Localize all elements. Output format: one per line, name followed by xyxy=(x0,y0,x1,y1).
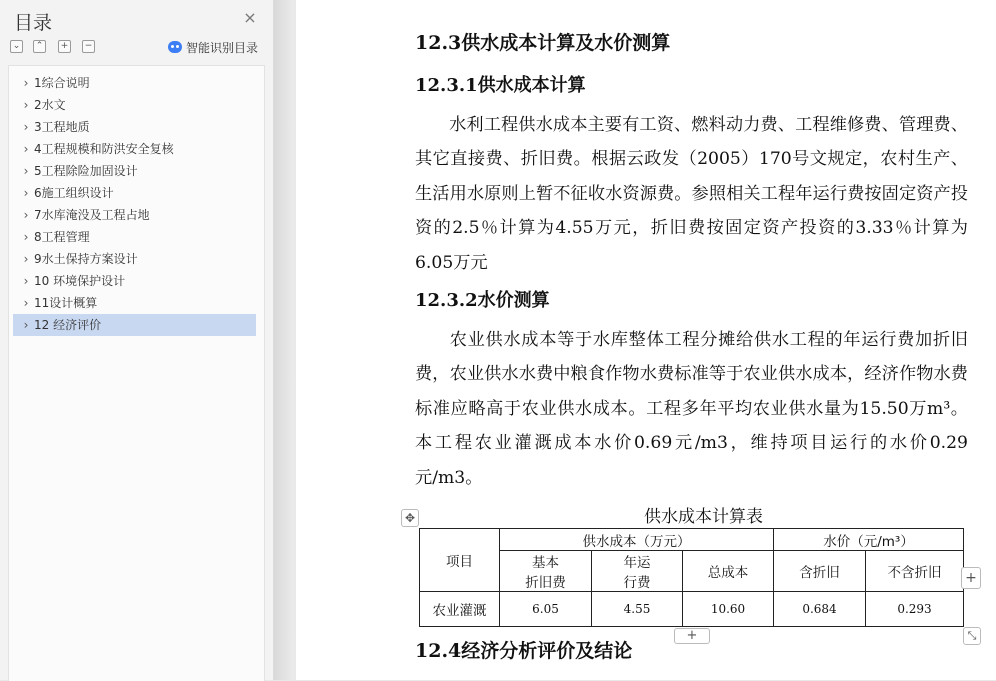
header-depreciation-line2: 折旧费 xyxy=(525,575,566,591)
header-cost-group: 供水成本（万元） xyxy=(500,529,774,551)
chevron-right-icon[interactable]: › xyxy=(23,142,29,156)
chevron-right-icon[interactable]: › xyxy=(23,120,29,134)
paragraph-price-text: 农业供水成本等于水库整体工程分摊给供水工程的年运行费加折旧费，农业供水水费中粮食作物水费标准等于农业供水成本，经济作物水费标准应略高于农业供水成本。工程多年平均农业供水量为15.50万m³。本工程农业灌溉成本水价0.69元/m3，维持项目运行的水价0.29元/m3。 xyxy=(415,330,968,488)
header-depreciation-line1: 基本 xyxy=(532,555,559,571)
toc-item-8[interactable] xyxy=(13,226,256,248)
chevron-right-icon[interactable]: › xyxy=(23,230,29,244)
heading-12-3-2: 12.3.2水价测算 xyxy=(415,290,550,311)
remove-heading-icon[interactable]: − xyxy=(82,40,95,53)
toc-title: 目录 xyxy=(14,12,53,34)
header-depreciation xyxy=(500,551,592,592)
row-label: 农业灌溉 xyxy=(420,592,500,627)
add-column-button[interactable]: + xyxy=(961,567,981,589)
smart-toc-label: 智能识别目录 xyxy=(186,40,259,55)
toc-item-3[interactable] xyxy=(13,116,256,138)
sidebar-resize-divider[interactable] xyxy=(274,0,294,680)
header-price-group: 水价（元/m³） xyxy=(774,529,964,551)
paragraph-cost-text: 水利工程供水成本主要有工资、燃料动力费、工程维修费、管理费、其它直接费、折旧费。根据云政发（2005）170号文规定，农村生产、生活用水原则上暂不征收水资源费。参照相关工程年运行费按固定资产投资的2.5％计算为4.55万元，折旧费按固定资产投资的3.33％计算为6.05万元 xyxy=(415,115,968,273)
toc-list xyxy=(8,65,265,681)
collapse-all-icon[interactable]: ⌄ xyxy=(10,40,23,53)
table-row xyxy=(420,592,964,627)
document-page[interactable] xyxy=(296,0,996,680)
toc-item-7[interactable] xyxy=(13,204,256,226)
toc-item-2[interactable] xyxy=(13,94,256,116)
chevron-right-icon[interactable]: › xyxy=(23,76,29,90)
heading-12-4: 12.4经济分析评价及结论 xyxy=(415,640,633,662)
cell-depreciation: 6.05 xyxy=(500,592,592,627)
toc-item-label: 6施工组织设计 xyxy=(34,186,114,200)
table-subheader-row xyxy=(420,551,964,592)
chevron-right-icon[interactable]: › xyxy=(23,274,29,288)
table-move-icon[interactable]: ✥ xyxy=(401,509,419,527)
toc-item-label: 4工程规模和防洪安全复核 xyxy=(34,142,174,156)
chevron-right-icon[interactable]: › xyxy=(23,296,29,310)
header-operation-line2: 行费 xyxy=(623,575,651,591)
chevron-right-icon[interactable]: › xyxy=(23,208,29,222)
toc-item-label: 3工程地质 xyxy=(34,120,90,134)
paragraph-price xyxy=(415,323,968,495)
toc-item-10[interactable] xyxy=(13,270,256,292)
toc-item-5[interactable] xyxy=(13,160,256,182)
toc-item-12[interactable] xyxy=(13,314,256,336)
toc-item-label: 7水库淹没及工程占地 xyxy=(34,208,150,222)
heading-12-3: 12.3供水成本计算及水价测算 xyxy=(415,32,671,54)
smart-toc-button[interactable] xyxy=(168,38,258,56)
cell-total-cost: 10.60 xyxy=(683,592,774,627)
toc-item-9[interactable] xyxy=(13,248,256,270)
toc-item-6[interactable] xyxy=(13,182,256,204)
close-icon[interactable]: × xyxy=(243,8,257,27)
table-caption: 供水成本计算表 xyxy=(644,507,763,527)
cell-with-depreciation: 0.684 xyxy=(774,592,866,627)
chevron-right-icon[interactable]: › xyxy=(23,98,29,112)
toc-item-label: 12 经济评价 xyxy=(34,318,102,332)
toc-item-label: 10 环境保护设计 xyxy=(34,274,126,288)
header-without-depreciation: 不含折旧 xyxy=(866,551,964,592)
next-line-fragment xyxy=(415,673,975,680)
toc-item-label: 1综合说明 xyxy=(34,76,90,90)
header-total-cost: 总成本 xyxy=(683,551,774,592)
cell-without-depreciation: 0.293 xyxy=(866,592,964,627)
paragraph-cost xyxy=(415,108,968,280)
header-item: 项目 xyxy=(420,529,500,592)
toc-item-label: 9水土保持方案设计 xyxy=(34,252,138,266)
cell-operation: 4.55 xyxy=(592,592,683,627)
toc-item-label: 8工程管理 xyxy=(34,230,90,244)
chevron-right-icon[interactable]: › xyxy=(23,164,29,178)
toc-item-label: 5工程除险加固设计 xyxy=(34,164,138,178)
chevron-right-icon[interactable]: › xyxy=(23,318,29,332)
heading-12-3-1: 12.3.1供水成本计算 xyxy=(415,75,586,96)
add-row-button[interactable]: + xyxy=(674,628,710,644)
toc-item-label: 11设计概算 xyxy=(34,296,98,310)
header-operation xyxy=(592,551,683,592)
add-heading-icon[interactable]: + xyxy=(58,40,71,53)
toc-item-11[interactable] xyxy=(13,292,256,314)
table-header-row xyxy=(420,529,964,551)
toc-item-4[interactable] xyxy=(13,138,256,160)
cost-table xyxy=(419,528,964,627)
chevron-right-icon[interactable]: › xyxy=(23,186,29,200)
table-resize-icon[interactable]: ⤡ xyxy=(963,627,981,645)
header-with-depreciation: 含折旧 xyxy=(774,551,866,592)
header-operation-line1: 年运 xyxy=(623,555,651,571)
robot-icon xyxy=(168,41,182,53)
toc-item-1[interactable] xyxy=(13,72,256,94)
chevron-right-icon[interactable]: › xyxy=(23,252,29,266)
toc-sidebar xyxy=(0,0,274,680)
expand-all-icon[interactable]: ⌃ xyxy=(33,40,46,53)
toc-item-label: 2水文 xyxy=(34,98,66,112)
